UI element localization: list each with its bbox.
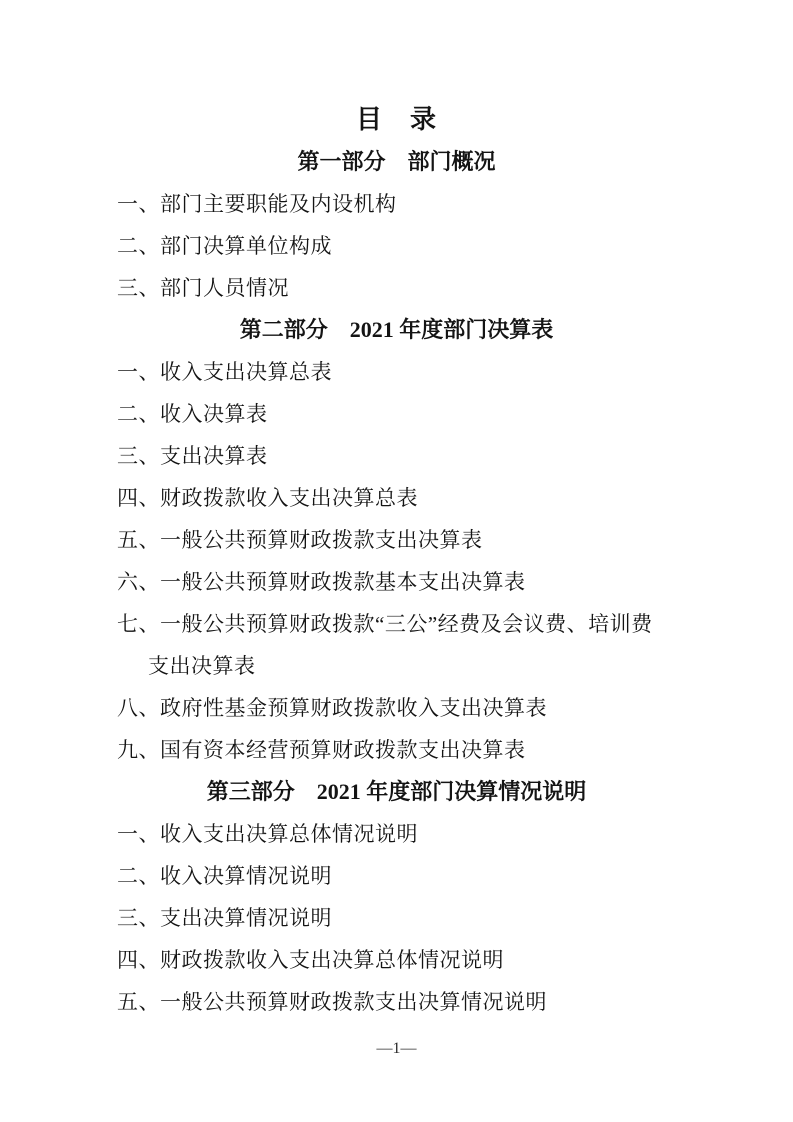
toc-item-2-3: 三、支出决算表 (117, 444, 268, 468)
toc-item-2-7-continuation: 支出决算表 (148, 654, 256, 678)
toc-item-2-6: 六、一般公共预算财政拨款基本支出决算表 (117, 570, 526, 594)
section-1-heading: 第一部分 部门概况 (297, 149, 496, 174)
toc-item-1-2: 二、部门决算单位构成 (117, 234, 332, 258)
toc-item-2-7: 七、一般公共预算财政拨款“三公”经费及会议费、培训费 (117, 612, 653, 636)
toc-item-2-2: 二、收入决算表 (117, 402, 268, 426)
toc-item-3-2: 二、收入决算情况说明 (117, 864, 332, 888)
toc-item-1-1: 一、部门主要职能及内设机构 (117, 192, 397, 216)
toc-item-2-1: 一、收入支出决算总表 (117, 360, 332, 384)
toc-item-2-4: 四、财政拨款收入支出决算总表 (117, 486, 418, 510)
section-3-heading: 第三部分 2021 年度部门决算情况说明 (206, 779, 587, 804)
toc-item-3-5: 五、一般公共预算财政拨款支出决算情况说明 (117, 990, 547, 1014)
section-2-heading: 第二部分 2021 年度部门决算表 (239, 317, 554, 342)
toc-item-2-8: 八、政府性基金预算财政拨款收入支出决算表 (117, 696, 547, 720)
toc-item-1-3: 三、部门人员情况 (117, 276, 289, 300)
page-number: —1— (376, 1040, 417, 1057)
toc-item-2-5: 五、一般公共预算财政拨款支出决算表 (117, 528, 483, 552)
toc-item-3-1: 一、收入支出决算总体情况说明 (117, 822, 418, 846)
toc-item-3-3: 三、支出决算情况说明 (117, 906, 332, 930)
toc-item-2-9: 九、国有资本经营预算财政拨款支出决算表 (117, 738, 526, 762)
toc-item-3-4: 四、财政拨款收入支出决算总体情况说明 (117, 948, 504, 972)
toc-title: 目 录 (355, 105, 437, 134)
